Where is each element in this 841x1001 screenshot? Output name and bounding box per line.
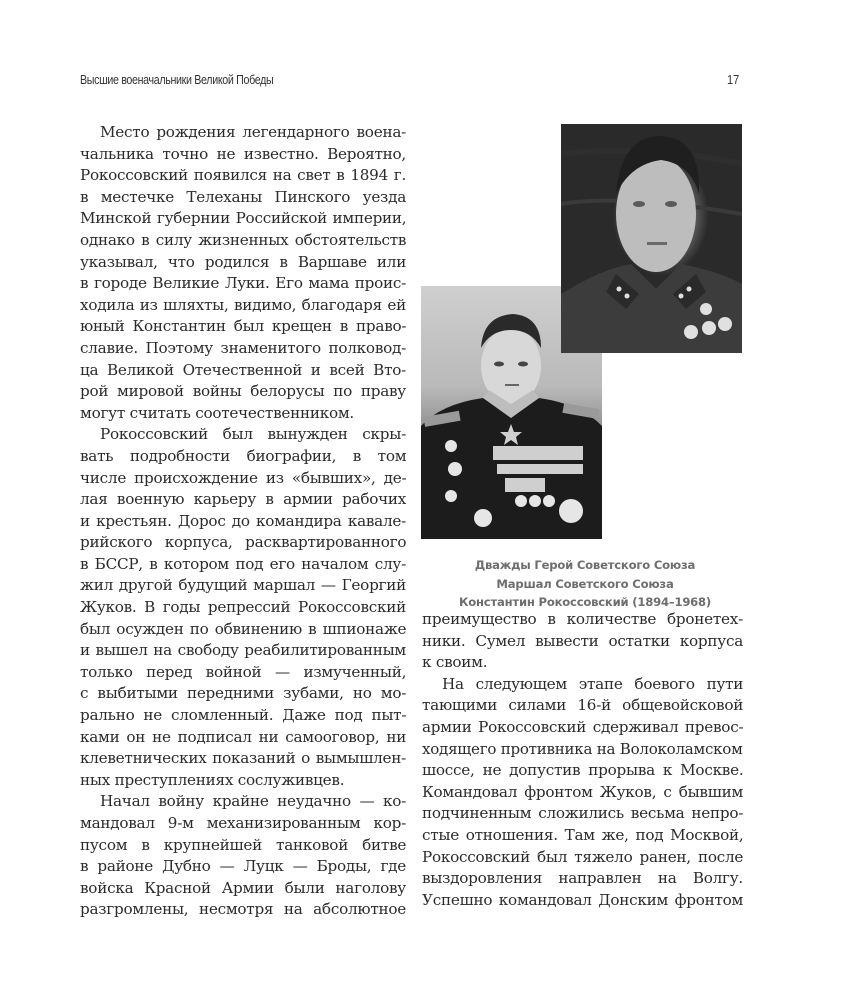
text-line: ходила из шляхты, видимо, благодаря ей [80, 295, 406, 314]
caption-line-3: Константин Рокоссовский (1894–1968) [458, 595, 712, 609]
text-line: Место рождения легендарного воена- [100, 123, 406, 141]
text-line: однако в силу жизненных обстоятельств [80, 230, 407, 249]
text-line: выздоровления направлен на Волгу. [422, 869, 743, 888]
text-line: преимущество в количестве бронетех- [422, 610, 743, 628]
text-line: с выбитыми передними зубами, но мо- [80, 684, 407, 703]
text-line: Минской губернии Российской империи, [80, 209, 407, 228]
text-line: чальника точно не известно. Вероятно, [80, 144, 406, 163]
text-line: лая военную карьеру в армии рабочих [80, 490, 407, 509]
text-line: жил другой будущий маршал — Георгий [80, 576, 406, 595]
text-line: в районе Дубно — Луцк — Броды, где [80, 857, 406, 876]
text-line: был осужден по обвинению в шпионаже [80, 619, 407, 638]
text-line: Рокоссовский появился на свет в 1894 г. [80, 166, 407, 185]
text-line: шоссе, не допустив прорыва к Москве. [422, 761, 744, 780]
text-line: числе происхождение из «бывших», де- [80, 468, 407, 487]
text-line: и крестьян. Дорос до командира кавале- [80, 511, 406, 530]
photo-wartime-portrait [561, 124, 742, 353]
text-line: славие. Поэтому знаменитого полковод- [80, 338, 406, 357]
photo-caption [425, 556, 745, 612]
text-line: вать подробности биографии, в том [80, 446, 407, 465]
text-line: Рокоссовский был вынужден скры- [100, 425, 406, 444]
text-line: и вышел на свободу реабилитированным [80, 641, 406, 660]
text-line: в местечке Телеханы Пинского уезда [80, 187, 406, 206]
text-line: подчиненным сложились весьма непро- [422, 804, 744, 823]
text-line: только перед войной — измученный, [80, 662, 407, 681]
text-line: Рокоссовский был тяжело ранен, после [422, 847, 744, 866]
text-line: пусом в крупнейшей танковой битве [80, 835, 407, 854]
caption-line-2: Маршал Советского Союза [496, 576, 674, 591]
text-line: рой мировой войны белорусы по праву [80, 382, 406, 401]
text-line: армии Рокоссовский сдерживал превос- [422, 717, 744, 736]
text-line: рально не сломленный. Даже под пыт- [80, 706, 407, 725]
text-line: мандовал 9-м механизированным кор- [80, 814, 406, 832]
text-column-left [80, 122, 406, 921]
text-line: клеветнических показаний о вымышлен- [80, 749, 406, 768]
text-line: Жуков. В годы репрессий Рокоссовский [80, 598, 406, 617]
page-number: 17 [727, 72, 740, 87]
text-line: ники. Сумел вывести остатки корпуса [422, 631, 743, 650]
running-head-title: Высшие военачальники Великой Победы [80, 72, 274, 87]
text-line: Командовал фронтом Жуков, с бывшим [422, 782, 744, 801]
text-line: Успешно командовал Донским фронтом [422, 890, 744, 909]
text-line: войска Красной Армии были наголову [80, 878, 406, 897]
text-line: указывал, что родился в Варшаве или [80, 252, 407, 271]
text-line: могут считать соотечественником. [80, 403, 355, 422]
text-line: ца Великой Отечественной и всей Вто- [80, 360, 406, 379]
text-line: в БССР, в котором под его началом слу- [80, 554, 406, 573]
caption-line-1: Дважды Герой Советского Союза [474, 558, 696, 572]
text-line: разгромлены, несмотря на абсолютное [80, 900, 406, 919]
text-line: стые отношения. Там же, под Москвой, [422, 825, 744, 844]
text-line: ками он не подписал ни самооговор, ни [80, 727, 407, 746]
text-line: Начал войну крайне неудачно — ко- [100, 792, 407, 811]
text-line: ных преступлениях сослуживцев. [80, 770, 345, 789]
text-line: к своим. [422, 653, 488, 672]
text-line: юный Константин был крещен в право- [80, 317, 407, 336]
text-line: ходящего противника на Волоколамском [422, 739, 743, 758]
text-line: На следующем этапе боевого пути [442, 674, 744, 693]
text-line: в городе Великие Луки. Его мама проис- [80, 274, 406, 293]
text-column-right [422, 609, 743, 911]
text-line: тающими силами 16-й общевойсковой [422, 696, 744, 715]
text-line: рийского корпуса, расквартированного [80, 533, 407, 552]
